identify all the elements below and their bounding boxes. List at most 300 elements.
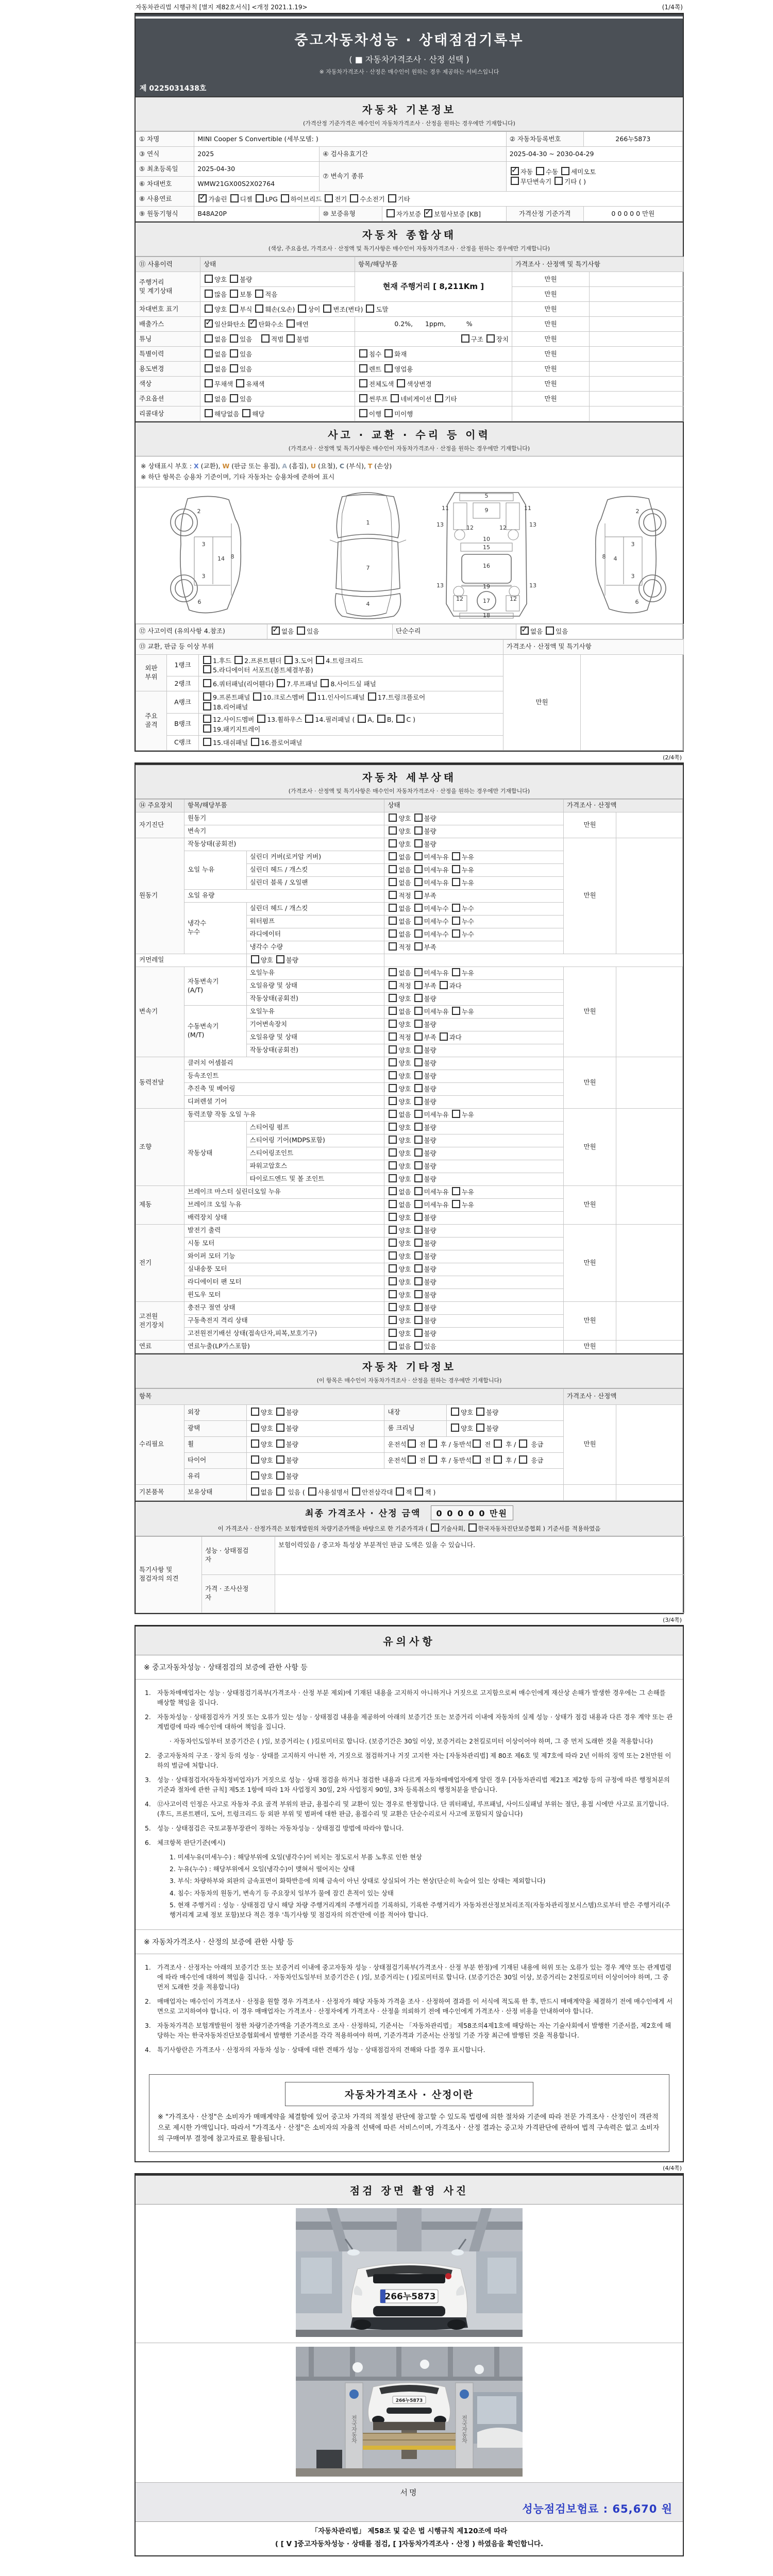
checkbox-unchecked[interactable] bbox=[414, 994, 423, 1002]
checkbox-unchecked[interactable] bbox=[389, 1058, 397, 1066]
label-cell: 가격산정 기준가격 bbox=[506, 207, 583, 222]
checkbox-unchecked[interactable] bbox=[389, 929, 397, 938]
field-cell: 스티어링 펌프 bbox=[246, 1121, 384, 1134]
checkbox-unchecked[interactable] bbox=[389, 1110, 397, 1118]
checkbox-unchecked[interactable] bbox=[389, 904, 397, 912]
checkbox-unchecked[interactable] bbox=[389, 1032, 397, 1041]
checkbox-unchecked[interactable] bbox=[230, 290, 238, 298]
field-cell bbox=[590, 287, 684, 302]
checkbox-unchecked[interactable] bbox=[298, 304, 306, 313]
checkbox-unchecked[interactable] bbox=[414, 839, 423, 848]
notice-subitem: 4. 침수: 자동차의 원동기, 변속기 등 주요장치 일부가 물에 잠긴 흔적이 있는 상태 bbox=[170, 1889, 394, 1897]
checkbox-unchecked[interactable] bbox=[287, 319, 295, 328]
checkbox-unchecked[interactable] bbox=[414, 1148, 423, 1157]
price-cell: 만원 bbox=[563, 1224, 616, 1301]
checkbox-unchecked[interactable] bbox=[389, 1084, 397, 1092]
checkbox-unchecked[interactable] bbox=[350, 194, 358, 202]
field-cell: 구조 장치 bbox=[355, 332, 512, 347]
section-title: 자동차 기본정보 bbox=[362, 104, 457, 116]
checkbox-unchecked[interactable] bbox=[230, 349, 238, 358]
checkbox-unchecked[interactable] bbox=[359, 379, 367, 387]
field-cell bbox=[590, 406, 684, 421]
checkbox-unchecked[interactable] bbox=[205, 394, 213, 402]
checkbox-unchecked[interactable] bbox=[389, 994, 397, 1002]
field-cell: 적정 부족 bbox=[384, 889, 564, 902]
field-cell: ✓자동 수동 세미오토 무단변속기 기타 ( ) bbox=[506, 162, 682, 192]
checkbox-unchecked[interactable] bbox=[251, 1455, 259, 1464]
checkbox-unchecked[interactable] bbox=[277, 679, 285, 687]
checkbox-unchecked[interactable] bbox=[414, 1187, 423, 1195]
label-cell: ⑬ 교환, 판금 등 이상 부위 bbox=[136, 639, 503, 654]
field-cell: 양호 불량 bbox=[384, 1263, 564, 1276]
checkbox-unchecked[interactable] bbox=[359, 349, 367, 358]
explain-box-title: 자동차가격조사 · 산정이란 bbox=[285, 2082, 533, 2106]
checkbox-unchecked[interactable] bbox=[389, 1187, 397, 1195]
checkbox-unchecked[interactable] bbox=[397, 379, 405, 387]
checkbox-unchecked[interactable] bbox=[494, 1455, 502, 1464]
checkbox-unchecked[interactable] bbox=[414, 929, 423, 938]
checkbox-unchecked[interactable] bbox=[284, 656, 293, 664]
checkbox-unchecked[interactable] bbox=[256, 194, 264, 202]
checkbox-unchecked[interactable] bbox=[414, 852, 423, 860]
checkbox-unchecked[interactable] bbox=[414, 1329, 423, 1337]
checkbox-unchecked[interactable] bbox=[414, 1277, 423, 1285]
price-cell: 만원 bbox=[512, 302, 590, 317]
checkbox-unchecked[interactable] bbox=[386, 209, 395, 217]
field-cell: 운전석 전 후 / 동반석 전 후 / 응급 bbox=[384, 1436, 564, 1452]
checkbox-unchecked[interactable] bbox=[452, 929, 460, 938]
field-cell: 무채색 유채색 bbox=[200, 377, 355, 392]
checkbox-unchecked[interactable] bbox=[308, 1487, 316, 1496]
checkbox-unchecked[interactable] bbox=[325, 194, 333, 202]
checkbox-unchecked[interactable] bbox=[389, 826, 397, 835]
checkbox-unchecked[interactable] bbox=[414, 1020, 423, 1028]
checkbox-unchecked[interactable] bbox=[389, 891, 397, 899]
checkbox-unchecked[interactable] bbox=[205, 334, 213, 343]
checkbox-unchecked[interactable] bbox=[414, 1264, 423, 1273]
checkbox-unchecked[interactable] bbox=[321, 679, 329, 687]
checkbox-unchecked[interactable] bbox=[473, 1455, 481, 1464]
basic-info-table bbox=[136, 131, 683, 222]
checkbox-unchecked[interactable] bbox=[389, 1136, 397, 1144]
field-cell: 적정 부족 과다 bbox=[384, 1031, 564, 1044]
checkbox-unchecked[interactable] bbox=[389, 1148, 397, 1157]
checkbox-unchecked[interactable] bbox=[276, 1423, 284, 1432]
checkbox-unchecked[interactable] bbox=[389, 852, 397, 860]
checkbox-unchecked[interactable] bbox=[414, 917, 423, 925]
section-subtitle: (색상, 주요옵션, 가격조사 · 산정액 및 특기사항은 매수인이 자동차가격조사 · 산정을 원하는 경우에만 기재합니다) bbox=[268, 245, 550, 252]
checkbox-unchecked[interactable] bbox=[389, 1200, 397, 1208]
checkbox-unchecked[interactable] bbox=[276, 955, 284, 963]
checkbox-unchecked[interactable] bbox=[389, 1264, 397, 1273]
checkbox-unchecked[interactable] bbox=[452, 904, 460, 912]
field-cell: 작동상태(공회전) bbox=[246, 992, 384, 1005]
checkbox-unchecked[interactable] bbox=[414, 942, 423, 951]
checkbox-unchecked[interactable] bbox=[391, 394, 399, 402]
checkbox-unchecked[interactable] bbox=[251, 1439, 259, 1448]
notice-item-number: 1. bbox=[145, 1689, 151, 1697]
checkbox-unchecked[interactable] bbox=[205, 364, 213, 372]
checkbox-unchecked[interactable] bbox=[451, 1423, 459, 1432]
checkbox-unchecked[interactable] bbox=[476, 1423, 484, 1432]
label-cell: ⑨ 원동기형식 bbox=[136, 207, 194, 222]
svg-text:전국자동차: 전국자동차 bbox=[461, 2415, 468, 2444]
checkbox-unchecked[interactable] bbox=[276, 1408, 284, 1416]
checkbox-unchecked[interactable] bbox=[561, 167, 569, 175]
notice-item-text: 중고자동차의 구조 · 장치 등의 성능 · 상태를 고지하지 아니한 자, 거짓으로 점검하거나 거짓 고지한 자는 [자동차관리법] 제 80조 제6호 및 제7호에 따라 2년 이하의 징역 또는 2천만원 이하의 벌금에 처합니다. bbox=[157, 1752, 671, 1770]
page-3 bbox=[135, 1625, 684, 2163]
checkbox-unchecked[interactable] bbox=[389, 917, 397, 925]
label-cell: ⑫ 사고이력 (유의사항 4.참조) bbox=[136, 624, 267, 639]
checkbox-unchecked[interactable] bbox=[205, 409, 213, 417]
checkbox-unchecked[interactable] bbox=[276, 1471, 284, 1480]
field-cell: ✓ 없음 있음 bbox=[267, 624, 393, 639]
checkbox-unchecked[interactable] bbox=[519, 1439, 527, 1448]
checkbox-unchecked[interactable] bbox=[414, 968, 423, 976]
checkbox-unchecked[interactable] bbox=[414, 1239, 423, 1247]
checkbox-unchecked[interactable] bbox=[414, 1136, 423, 1144]
checkbox-unchecked[interactable] bbox=[276, 1455, 284, 1464]
inspection-insurance-fee: 성능점검보험료 : 65,670 원 bbox=[522, 2503, 673, 2516]
notice-item bbox=[145, 1997, 674, 2016]
checkbox-unchecked[interactable] bbox=[452, 865, 460, 873]
checkbox-unchecked[interactable] bbox=[389, 1329, 397, 1337]
checkbox-unchecked[interactable] bbox=[377, 715, 385, 723]
checkbox-unchecked[interactable] bbox=[389, 968, 397, 976]
checkbox-unchecked[interactable] bbox=[389, 1174, 397, 1182]
field-cell: B48A20P bbox=[194, 207, 320, 222]
checkbox-unchecked[interactable] bbox=[414, 1342, 423, 1350]
checkbox-unchecked[interactable] bbox=[251, 1423, 259, 1432]
notice-items-1 bbox=[136, 1680, 683, 1930]
checkbox-checked[interactable] bbox=[424, 209, 432, 217]
field-cell: WMW21GX00S2X02764 bbox=[194, 177, 320, 192]
notice-item bbox=[145, 2021, 674, 2041]
checkbox-unchecked[interactable] bbox=[389, 839, 397, 848]
checkbox-unchecked[interactable] bbox=[384, 364, 393, 372]
checkbox-unchecked[interactable] bbox=[452, 878, 460, 886]
checkbox-unchecked[interactable] bbox=[414, 1316, 423, 1324]
label-cell: 튜닝 bbox=[136, 332, 200, 347]
price-cell: 만원 bbox=[512, 392, 590, 406]
checkbox-unchecked[interactable] bbox=[440, 1032, 448, 1041]
checkbox-unchecked[interactable] bbox=[414, 981, 423, 989]
checkbox-unchecked[interactable] bbox=[230, 364, 238, 372]
checkbox-unchecked[interactable] bbox=[389, 1316, 397, 1324]
checkbox-unchecked[interactable] bbox=[414, 878, 423, 886]
field-cell: 2025-04-30 ~ 2030-04-29 bbox=[506, 147, 682, 162]
checkbox-unchecked[interactable] bbox=[205, 304, 213, 313]
checkbox-unchecked[interactable] bbox=[359, 364, 367, 372]
checkbox-unchecked[interactable] bbox=[251, 738, 259, 746]
checkbox-unchecked[interactable] bbox=[452, 1200, 460, 1208]
checkbox-unchecked[interactable] bbox=[414, 1290, 423, 1298]
checkbox-unchecked[interactable] bbox=[305, 715, 313, 723]
checkbox-unchecked[interactable] bbox=[414, 1200, 423, 1208]
header-cell: ⑭ 주요장치 bbox=[136, 799, 184, 812]
checkbox-unchecked[interactable] bbox=[415, 1487, 423, 1496]
price-cell: 만원 bbox=[512, 362, 590, 377]
checkbox-unchecked[interactable] bbox=[251, 955, 259, 963]
field-cell: 와이퍼 모터 기능 bbox=[184, 1250, 384, 1263]
checkbox-unchecked[interactable] bbox=[323, 304, 331, 313]
checkbox-unchecked[interactable] bbox=[384, 409, 393, 417]
checkbox-unchecked[interactable] bbox=[255, 304, 263, 313]
checkbox-unchecked[interactable] bbox=[452, 1007, 460, 1015]
page-2 bbox=[135, 762, 684, 1614]
field-cell: 없음 있음 bbox=[200, 362, 355, 377]
checkbox-unchecked[interactable] bbox=[554, 177, 563, 185]
checkbox-unchecked[interactable] bbox=[389, 865, 397, 873]
checkbox-unchecked[interactable] bbox=[203, 715, 211, 723]
checkbox-unchecked[interactable] bbox=[368, 692, 376, 701]
checkbox-unchecked[interactable] bbox=[389, 1290, 397, 1298]
checkbox-unchecked[interactable] bbox=[352, 1487, 360, 1496]
checkbox-unchecked[interactable] bbox=[452, 1187, 460, 1195]
checkbox-unchecked[interactable] bbox=[242, 409, 250, 417]
explain-box-body: ※ "가격조사 · 산정"은 소비자가 매매계약을 체결함에 있어 중고차 가격의 적절성 판단에 참고할 수 있도록 법령에 의한 절차와 기준에 따라 전문 가격조사 · 산정인이 객관적으로 제시한 가액입니다. 따라서 "가격조사 · 산정"은 소비자의 자율적 선택에 따른 서비스이며, 가격조사 · 산정 결과는 중고차 가격판단에 관하여 법적 구속력은 없고 소비자의 구매여부 결정에 참고자료로 활용됩니다. bbox=[158, 2113, 660, 2143]
checkbox-unchecked[interactable] bbox=[205, 290, 213, 298]
checkbox-unchecked[interactable] bbox=[389, 878, 397, 886]
checkbox-checked[interactable] bbox=[205, 319, 213, 328]
price-cell: 만원 bbox=[563, 812, 616, 838]
checkbox-unchecked[interactable] bbox=[389, 1303, 397, 1311]
checkbox-unchecked[interactable] bbox=[473, 1439, 481, 1448]
checkbox-unchecked[interactable] bbox=[203, 702, 211, 710]
overall-state-table bbox=[136, 257, 684, 421]
checkbox-unchecked[interactable] bbox=[396, 1487, 404, 1496]
checkbox-unchecked[interactable] bbox=[414, 1045, 423, 1054]
checkbox-unchecked[interactable] bbox=[389, 1045, 397, 1054]
checkbox-unchecked[interactable] bbox=[494, 1439, 502, 1448]
field-cell: 양호 불량 bbox=[200, 272, 355, 287]
checkbox-unchecked[interactable] bbox=[414, 1032, 423, 1041]
checkbox-unchecked[interactable] bbox=[203, 724, 211, 733]
checkbox-checked[interactable] bbox=[520, 626, 529, 635]
diagram-part-number-5: 5 bbox=[484, 492, 489, 499]
checkbox-unchecked[interactable] bbox=[251, 1471, 259, 1480]
checkbox-unchecked[interactable] bbox=[414, 1303, 423, 1311]
checkbox-unchecked[interactable] bbox=[389, 1020, 397, 1028]
checkbox-unchecked[interactable] bbox=[546, 626, 554, 635]
checkbox-unchecked[interactable] bbox=[486, 334, 495, 343]
diagram-part-number-4: 4 bbox=[613, 555, 617, 562]
checkbox-unchecked[interactable] bbox=[389, 1007, 397, 1015]
field-cell bbox=[590, 272, 684, 287]
field-cell: 양호 불량 bbox=[384, 1276, 564, 1289]
checkbox-unchecked[interactable] bbox=[414, 1007, 423, 1015]
checkbox-unchecked[interactable] bbox=[536, 167, 544, 175]
checkbox-unchecked[interactable] bbox=[414, 1161, 423, 1170]
diagram-part-number-2: 2 bbox=[635, 507, 640, 515]
checkbox-checked[interactable] bbox=[198, 194, 207, 202]
checkbox-unchecked[interactable] bbox=[203, 738, 211, 746]
checkbox-unchecked[interactable] bbox=[389, 1097, 397, 1105]
field-cell: 양호 불량 bbox=[384, 825, 564, 838]
checkbox-unchecked[interactable] bbox=[468, 1523, 477, 1532]
field-cell: 없음 미세누유 누유 bbox=[384, 967, 564, 979]
checkbox-unchecked[interactable] bbox=[316, 656, 324, 664]
legend-prefix: ※ 상태표시 부호 : bbox=[141, 462, 194, 470]
checkbox-unchecked[interactable] bbox=[389, 1213, 397, 1221]
checkbox-unchecked[interactable] bbox=[389, 1277, 397, 1285]
checkbox-unchecked[interactable] bbox=[414, 1123, 423, 1131]
checkbox-unchecked[interactable] bbox=[414, 1226, 423, 1234]
checkbox-unchecked[interactable] bbox=[203, 679, 211, 687]
checkbox-unchecked[interactable] bbox=[461, 334, 469, 343]
header-cell: 가격조사 · 산정액 bbox=[563, 1388, 682, 1404]
diagram-part-number-3: 3 bbox=[631, 572, 635, 580]
label-cell: ② 자동차등록번호 bbox=[506, 132, 583, 147]
section-accident-history bbox=[136, 421, 683, 456]
section-other-info bbox=[136, 1353, 683, 1388]
checkbox-unchecked[interactable] bbox=[389, 1342, 397, 1350]
field-cell bbox=[616, 1057, 683, 1108]
detail-state-table bbox=[136, 799, 683, 1353]
checkbox-unchecked[interactable] bbox=[414, 904, 423, 912]
diagram-part-number-12: 12 bbox=[456, 595, 463, 602]
label-cell: 특기사항 및 점검자의 의견 bbox=[136, 1536, 202, 1613]
label-cell: 가격 · 조사산정 자 bbox=[202, 1574, 275, 1613]
checkbox-unchecked[interactable] bbox=[389, 942, 397, 951]
field-cell: 없음 있음 적법 불법 bbox=[200, 332, 355, 347]
checkbox-unchecked[interactable] bbox=[257, 715, 265, 723]
state-code-T: T bbox=[367, 462, 373, 470]
checkbox-unchecked[interactable] bbox=[230, 394, 238, 402]
checkbox-unchecked[interactable] bbox=[253, 692, 261, 701]
checkbox-unchecked[interactable] bbox=[452, 968, 460, 976]
field-cell: 없음 있음 ( 사용설명서 안전삼각대 잭 잭 ) bbox=[246, 1484, 563, 1500]
checkbox-unchecked[interactable] bbox=[236, 379, 244, 387]
checkbox-unchecked[interactable] bbox=[384, 349, 393, 358]
state-code-desc: (요철), bbox=[316, 462, 340, 470]
checkbox-unchecked[interactable] bbox=[435, 394, 443, 402]
checkbox-unchecked[interactable] bbox=[297, 626, 305, 635]
checkbox-unchecked[interactable] bbox=[389, 1161, 397, 1170]
checkbox-unchecked[interactable] bbox=[452, 917, 460, 925]
checkbox-unchecked[interactable] bbox=[230, 304, 238, 313]
diagram-part-number-8: 8 bbox=[602, 553, 606, 560]
checkbox-unchecked[interactable] bbox=[359, 394, 367, 402]
checkbox-unchecked[interactable] bbox=[205, 275, 213, 283]
price-cell: 만원 bbox=[512, 317, 590, 332]
checkbox-unchecked[interactable] bbox=[261, 334, 270, 343]
checkbox-unchecked[interactable] bbox=[203, 665, 211, 673]
checkbox-unchecked[interactable] bbox=[388, 194, 396, 202]
field-cell: 수동변속기 (M/T) bbox=[184, 1005, 247, 1057]
checkbox-unchecked[interactable] bbox=[251, 1487, 259, 1496]
checkbox-unchecked[interactable] bbox=[414, 1058, 423, 1066]
checkbox-unchecked[interactable] bbox=[389, 1071, 397, 1079]
checkbox-unchecked[interactable] bbox=[358, 715, 366, 723]
notice-item-number: 3. bbox=[145, 2022, 151, 2029]
checkbox-unchecked[interactable] bbox=[408, 1455, 416, 1464]
field-cell bbox=[616, 812, 683, 838]
label-cell: 용도변경 bbox=[136, 362, 200, 377]
field-cell: 전체도색 색상변경 bbox=[355, 377, 512, 392]
checkbox-unchecked[interactable] bbox=[359, 409, 367, 417]
checkbox-unchecked[interactable] bbox=[281, 194, 289, 202]
checkbox-unchecked[interactable] bbox=[429, 1455, 437, 1464]
checkbox-unchecked[interactable] bbox=[255, 290, 263, 298]
checkbox-unchecked[interactable] bbox=[431, 1523, 439, 1532]
checkbox-unchecked[interactable] bbox=[276, 1487, 284, 1496]
field-cell: 266누5873 bbox=[583, 132, 682, 147]
checkbox-unchecked[interactable] bbox=[230, 334, 238, 343]
checkbox-unchecked[interactable] bbox=[389, 981, 397, 989]
checkbox-unchecked[interactable] bbox=[205, 349, 213, 358]
checkbox-unchecked[interactable] bbox=[414, 1110, 423, 1118]
checkbox-unchecked[interactable] bbox=[414, 1097, 423, 1105]
checkbox-unchecked[interactable] bbox=[396, 715, 405, 723]
checkbox-unchecked[interactable] bbox=[414, 814, 423, 822]
checkbox-unchecked[interactable] bbox=[230, 194, 239, 202]
checkbox-unchecked[interactable] bbox=[203, 656, 211, 664]
checkbox-unchecked[interactable] bbox=[414, 1213, 423, 1221]
page-number-2: (2/4쪽) bbox=[663, 754, 682, 761]
checkbox-unchecked[interactable] bbox=[276, 1439, 284, 1448]
checkbox-unchecked[interactable] bbox=[440, 981, 448, 989]
checkbox-unchecked[interactable] bbox=[287, 334, 295, 343]
checkbox-unchecked[interactable] bbox=[366, 304, 374, 313]
checkbox-unchecked[interactable] bbox=[389, 1239, 397, 1247]
checkbox-unchecked[interactable] bbox=[519, 1455, 527, 1464]
field-cell: 0 0 0 0 0 만원 bbox=[583, 207, 682, 222]
checkbox-unchecked[interactable] bbox=[511, 177, 519, 185]
price-cell: 만원 bbox=[563, 1057, 616, 1108]
checkbox-unchecked[interactable] bbox=[414, 1174, 423, 1182]
field-cell: 양호 불량 bbox=[384, 1301, 564, 1314]
checkbox-unchecked[interactable] bbox=[251, 1408, 259, 1416]
checkbox-unchecked[interactable] bbox=[476, 1408, 484, 1416]
checkbox-unchecked[interactable] bbox=[203, 692, 211, 701]
label-cell: 내장 bbox=[384, 1404, 447, 1420]
checkbox-unchecked[interactable] bbox=[429, 1439, 437, 1448]
checkbox-unchecked[interactable] bbox=[451, 1408, 459, 1416]
notice-item bbox=[145, 2045, 674, 2055]
checkbox-unchecked[interactable] bbox=[389, 1226, 397, 1234]
checkbox-unchecked[interactable] bbox=[414, 1251, 423, 1260]
state-code-legend bbox=[141, 461, 678, 471]
checkbox-unchecked[interactable] bbox=[389, 1123, 397, 1131]
checkbox-unchecked[interactable] bbox=[414, 1071, 423, 1079]
checkbox-unchecked[interactable] bbox=[414, 826, 423, 835]
checkbox-unchecked[interactable] bbox=[414, 865, 423, 873]
checkbox-checked[interactable] bbox=[511, 167, 519, 175]
checkbox-unchecked[interactable] bbox=[230, 275, 238, 283]
checkbox-unchecked[interactable] bbox=[389, 814, 397, 822]
checkbox-unchecked[interactable] bbox=[308, 692, 316, 701]
signature-box bbox=[136, 2483, 683, 2522]
checkbox-unchecked[interactable] bbox=[452, 852, 460, 860]
field-cell: 브레이크 오일 누유 bbox=[184, 1198, 384, 1211]
checkbox-unchecked[interactable] bbox=[205, 379, 213, 387]
checkbox-unchecked[interactable] bbox=[414, 891, 423, 899]
field-cell: B랭크 bbox=[167, 714, 199, 736]
notice-item bbox=[145, 1963, 674, 1992]
checkbox-unchecked[interactable] bbox=[389, 1251, 397, 1260]
checkbox-unchecked[interactable] bbox=[408, 1439, 416, 1448]
checkbox-checked[interactable] bbox=[248, 319, 257, 328]
checkbox-checked[interactable] bbox=[272, 626, 280, 635]
notice-item-text: 체크항목 판단기준(예시) bbox=[157, 1839, 226, 1847]
checkbox-unchecked[interactable] bbox=[452, 1110, 460, 1118]
label-cell: 외판 부위 bbox=[136, 654, 167, 691]
checkbox-unchecked[interactable] bbox=[414, 1084, 423, 1092]
checkbox-unchecked[interactable] bbox=[234, 656, 243, 664]
diagram-part-number-4: 4 bbox=[366, 600, 370, 607]
diagram-part-number-7: 7 bbox=[366, 564, 370, 571]
